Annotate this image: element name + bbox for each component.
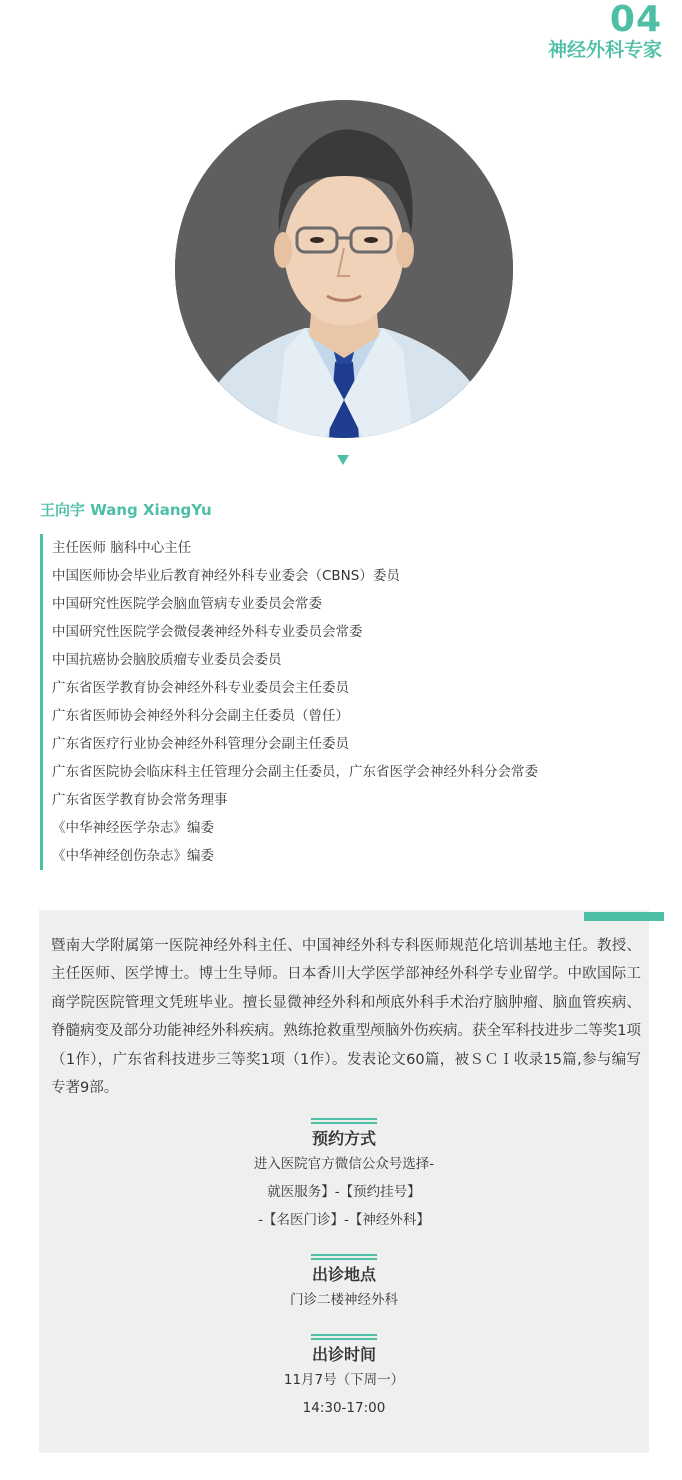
schedule-time: 14:30-17:00: [302, 1400, 386, 1416]
divider: [311, 1334, 377, 1340]
location-block: [39, 1254, 649, 1314]
list-item: 广东省医院协会临床科主任管理分会副主任委员，广东省医学会神经外科分会常委: [52, 764, 538, 780]
appointment-title: 预约方式: [311, 1129, 376, 1148]
doctor-bio: 暨南大学附属第一医院神经外科主任、中国神经外科专科医师规范化培训基地主任。教授、主任医师、医学博士。博士生导师。日本香川大学医学部神经外科学专业留学。中欧国际工商学院医院管理文凭班毕业。擅长显微神经外科和颅底外科手术治疗脑肿瘤、脑血管疾病、脊髓病变及部分功能神经外科疾病。熟练抢救重型颅脑外伤疾病。获全军科技进步二等奖1项（1作），广东省科技进步三等奖1项（1作）。发表论文60篇，被ＳＣＩ收录15篇,参与编写专著9部。: [51, 938, 641, 1097]
list-item: 广东省医学教育协会神经外科专业委员会主任委员: [52, 680, 349, 696]
list-item: 《中华神经医学杂志》编委: [52, 820, 214, 836]
list-item: 主任医师 脑科中心主任: [52, 540, 192, 556]
list-item: 中国抗癌协会脑胶质瘤专业委员会委员: [52, 652, 282, 668]
list-item: 广东省医学教育协会常务理事: [52, 792, 228, 808]
doctor-portrait: [175, 100, 513, 438]
portrait-illustration: [175, 100, 513, 438]
appointment-line: 就医服务】-【预约挂号】: [267, 1184, 421, 1200]
appointment-block: [39, 1118, 649, 1234]
doctor-name: 王向宇 Wang XiangYu: [40, 501, 212, 519]
down-arrow-icon: [337, 455, 349, 465]
appointment-line: 进入医院官方微信公众号选择-: [253, 1156, 435, 1172]
schedule-date: 11月7号（下周一）: [283, 1372, 405, 1388]
divider: [311, 1118, 377, 1124]
section-title: 神经外科专家: [547, 39, 662, 61]
info-box: [39, 910, 649, 1453]
appointment-line: -【名医门诊】-【神经外科】: [258, 1212, 430, 1228]
list-item: 广东省医疗行业协会神经外科管理分会副主任委员: [52, 736, 349, 752]
list-item: 《中华神经创伤杂志》编委: [52, 848, 214, 864]
location-line: 门诊二楼神经外科: [290, 1292, 398, 1308]
doctor-titles-list: [40, 534, 672, 870]
schedule-title: 出诊时间: [311, 1345, 376, 1364]
corner-accent-bar: [584, 912, 664, 921]
section-header: [548, 0, 662, 62]
section-number: 04: [609, 0, 662, 40]
divider: [311, 1254, 377, 1260]
list-item: 中国研究性医院学会脑血管病专业委员会常委: [52, 596, 322, 612]
schedule-block: [39, 1334, 649, 1422]
list-item: 中国医师协会毕业后教育神经外科专业委会（CBNS）委员: [52, 568, 400, 584]
list-item: 中国研究性医院学会微侵袭神经外科专业委员会常委: [52, 624, 363, 640]
location-title: 出诊地点: [311, 1265, 376, 1284]
list-item: 广东省医师协会神经外科分会副主任委员（曾任）: [52, 708, 349, 724]
